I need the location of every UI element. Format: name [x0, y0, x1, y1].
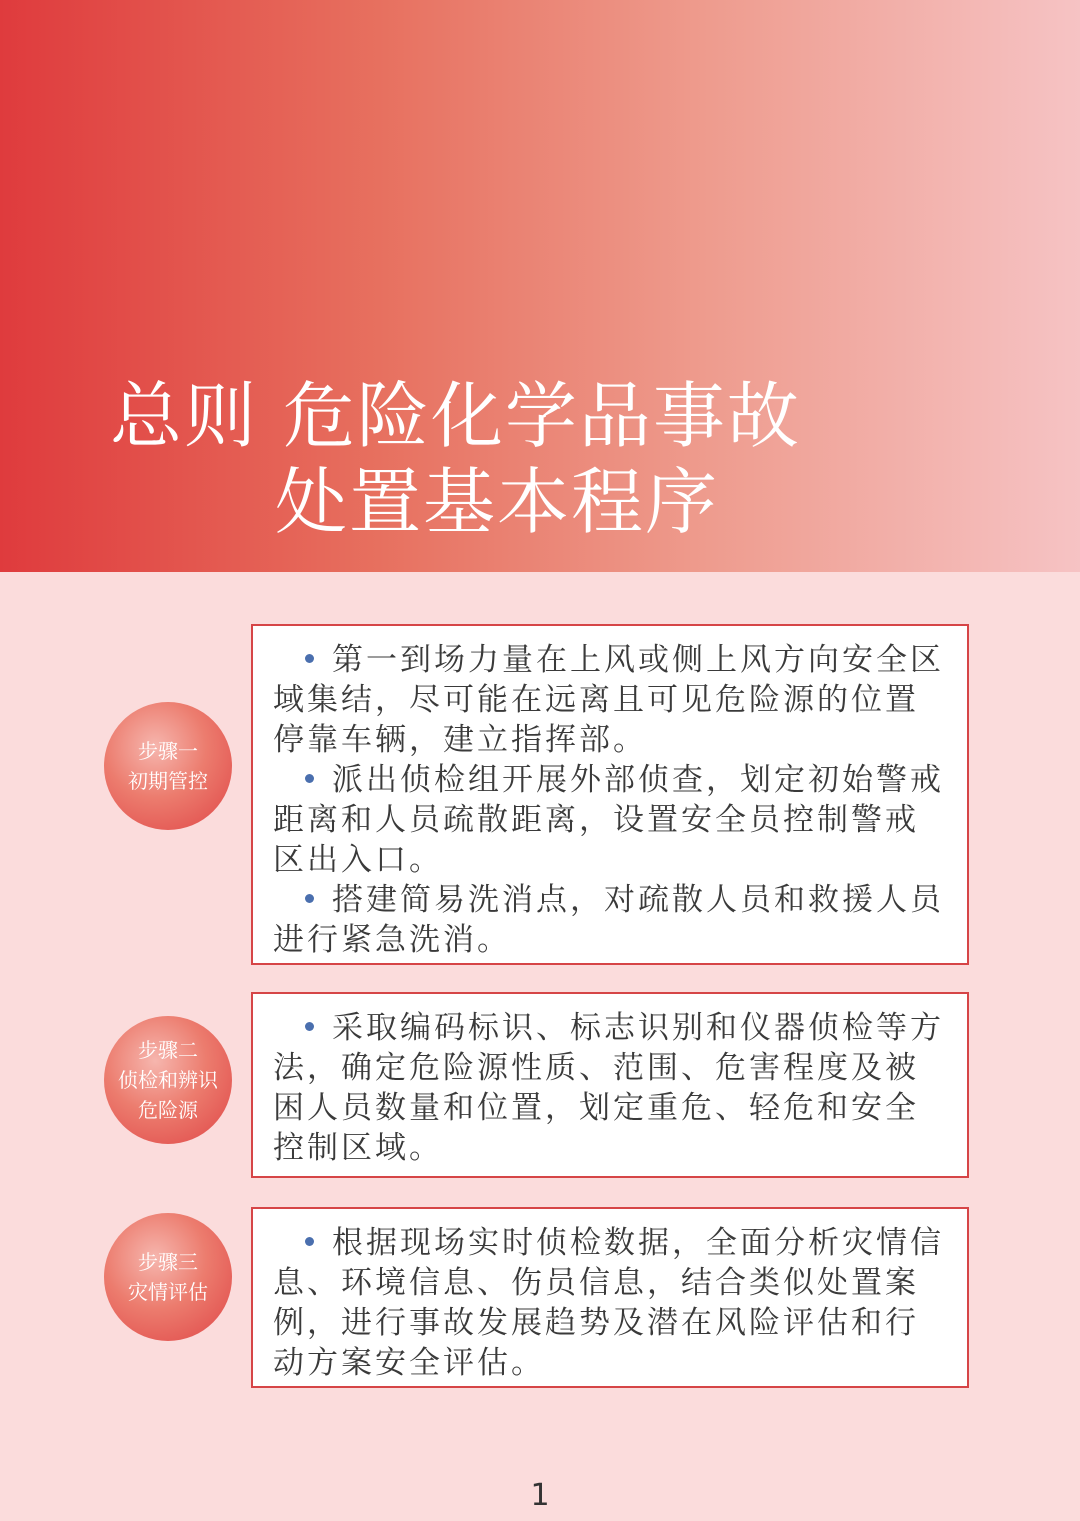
bullet-dot-icon — [305, 894, 314, 903]
step-2-bullet-1 — [273, 1008, 947, 1168]
step-3-number: 步骤三 — [138, 1250, 198, 1274]
step-1-bullet-1-text: 第一到场力量在上风或侧上风方向安全区域集结，尽可能在远离且可见危险源的位置停靠车辆，建立指挥部。 — [273, 642, 944, 758]
page-number: 1 — [530, 1478, 550, 1513]
step-1-content-box — [251, 624, 969, 965]
step-2-number: 步骤二 — [138, 1038, 198, 1062]
step-3-badge — [104, 1213, 232, 1341]
step-1-number: 步骤一 — [138, 739, 198, 763]
step-2-title-line-2: 危险源 — [138, 1098, 198, 1122]
step-1-bullet-1 — [273, 640, 947, 760]
page-title-line-2: 处置基本程序 — [275, 460, 720, 544]
step-1-title: 初期管控 — [128, 769, 208, 793]
step-3-bullet-1 — [273, 1223, 947, 1383]
bullet-dot-icon — [305, 654, 314, 663]
step-1-bullet-3-text: 搭建简易洗消点，对疏散人员和救援人员进行紧急洗消。 — [273, 882, 944, 958]
bullet-dot-icon — [305, 1022, 314, 1031]
step-1-badge — [104, 702, 232, 830]
step-3-content-box — [251, 1207, 969, 1388]
step-2-bullet-1-text: 采取编码标识、标志识别和仪器侦检等方法，确定危险源性质、范围、危害程度及被困人员数量和位置，划定重危、轻危和安全控制区域。 — [273, 1010, 944, 1166]
step-1-bullet-3 — [273, 880, 947, 960]
bullet-dot-icon — [305, 1237, 314, 1246]
step-1-bullet-2-text: 派出侦检组开展外部侦查，划定初始警戒距离和人员疏散距离，设置安全员控制警戒区出入口。 — [273, 762, 944, 878]
bullet-dot-icon — [305, 774, 314, 783]
step-2-badge — [104, 1016, 232, 1144]
page-title-line-1: 总则 危险化学品事故 — [110, 374, 801, 458]
step-2-title-line-1: 侦检和辨识 — [118, 1068, 218, 1092]
step-3-title: 灾情评估 — [128, 1280, 208, 1304]
step-3-bullet-1-text: 根据现场实时侦检数据，全面分析灾情信息、环境信息、伤员信息，结合类似处置案例，进行事故发展趋势及潜在风险评估和行动方案安全评估。 — [273, 1225, 944, 1381]
step-2-content-box — [251, 992, 969, 1178]
step-1-bullet-2 — [273, 760, 947, 880]
